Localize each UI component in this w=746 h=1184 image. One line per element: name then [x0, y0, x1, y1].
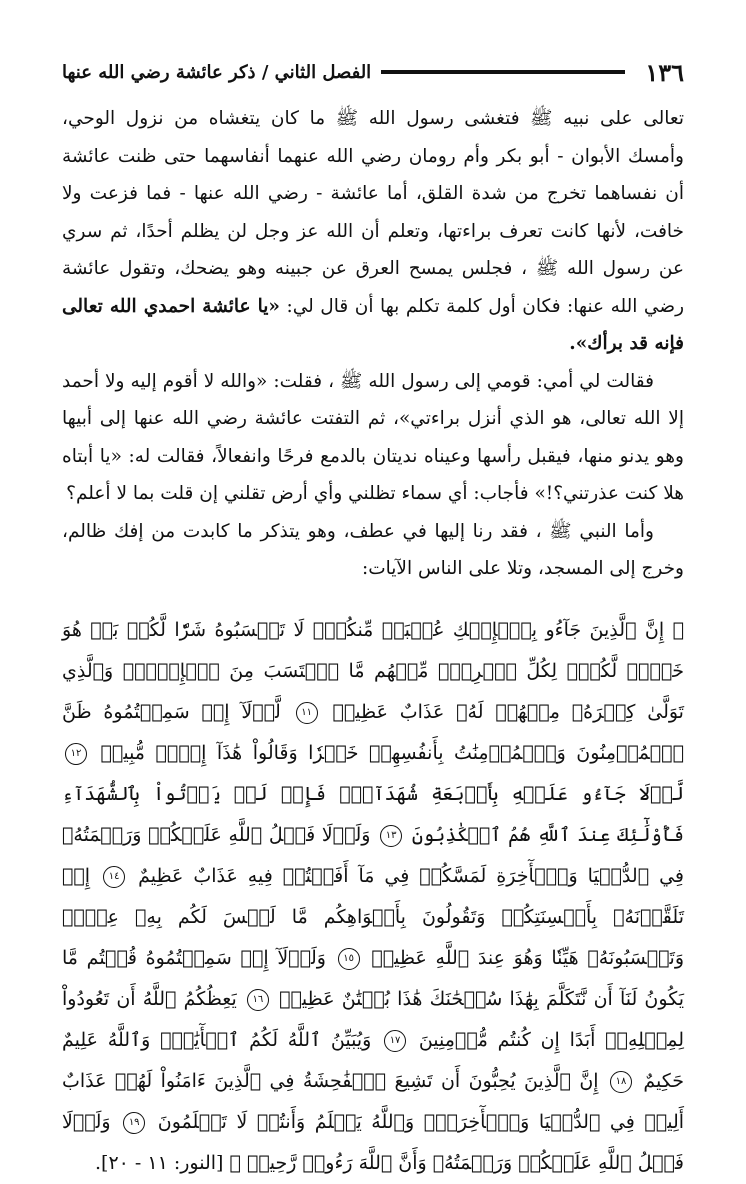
verse-15: إِذۡ تَلَقَّوۡنَهُۥ بِأَلۡسِنَتِكُمۡ وَتَقُولُونَ بِأَفۡوَاهِكُم مَّا لَيۡسَ لَكُم بِهِۦ عِلۡمٞ وَتَحۡسَبُونَهُۥ هَيِّنٗا وَهُوَ عِندَ ٱللَّهِ عَظِيمٞ	[62, 865, 685, 969]
verse-number-17: ١٧	[384, 1030, 406, 1052]
verse-number-18: ١٨	[610, 1071, 632, 1093]
header-rule	[381, 70, 625, 74]
verse-citation: [النور: ١١ - ٢٠].	[95, 1152, 224, 1174]
paragraph-3: وأما النبي ﷺ ، فقد رنا إليها في عطف، وهو يتذكر ما كابدت من إفك ظالم، وخرج إلى المسجد، وتلا على الناس الآيات:	[62, 520, 684, 579]
verse-14: وَلَوۡلَا فَضۡلُ ٱللَّهِ عَلَيۡكُمۡ وَرَحۡمَتُهُۥ فِي ٱلدُّنۡيَا وَٱلۡأٓخِرَةِ لَمَسَّكُمۡ فِي مَآ أَفَضۡتُمۡ فِيهِ عَذَابٌ عَظِيمٌ	[62, 824, 684, 887]
verse-number-11: ١١	[296, 702, 318, 724]
verse-17: يَعِظُكُمُ ٱللَّهُ أَن تَعُودُواْ لِمِثۡلِهِۦٓ أَبَدًا إِن كُنتُم مُّؤۡمِنِينَ	[62, 988, 685, 1051]
page-header	[62, 52, 684, 92]
paragraph-1	[62, 100, 684, 363]
ornate-bracket-close: ﴾	[229, 1152, 241, 1174]
quote-aisha-praise: «يا عائشة احمدي الله تعالى فإنه قد برأك».	[62, 295, 684, 354]
verse-12: لَّوۡلَآ إِذۡ سَمِعۡتُمُوهُ ظَنَّ ٱلۡمُؤۡمِنُونَ وَٱلۡمُؤۡمِنَٰتُ بِأَنفُسِهِمۡ خَيۡرٗا وَقَالُواْ هَٰذَآ إِفۡكٞ مُّبِينٞ	[62, 701, 684, 764]
body-text	[62, 100, 684, 588]
verse-number-12: ١٢	[65, 743, 87, 765]
verse-11: إِنَّ ٱلَّذِينَ جَآءُو بِٱلۡإِفۡكِ عُصۡبَةٞ مِّنكُمۡۚ لَا تَحۡسَبُوهُ شَرّٗا لَّكُمۖ بَلۡ هُوَ خَيۡرٞ لَّكُمۡۚ لِكُلِّ ٱمۡرِيٕٖ مِّنۡهُم مَّا ٱكۡتَسَبَ مِنَ ٱلۡإِثۡمِۚ وَٱلَّذِي تَوَلَّىٰ كِبۡرَهُۥ مِنۡهُمۡ لَهُۥ عَذَابٌ عَظِيمٞ	[62, 619, 684, 723]
verse-number-15: ١٥	[338, 948, 360, 970]
running-title: الفصل الثاني / ذكر عائشة رضي الله عنها	[62, 61, 372, 83]
verse-number-14: ١٤	[103, 866, 125, 888]
ornate-bracket-open: ﴿	[672, 619, 685, 641]
verse-number-16: ١٦	[247, 989, 269, 1011]
verse-number-19: ١٩	[123, 1112, 145, 1134]
verse-16: وَلَوۡلَآ إِذۡ سَمِعۡتُمُوهُ قُلۡتُم مَّا يَكُونُ لَنَآ أَن نَّتَكَلَّمَ بِهَٰذَا سُبۡحَٰنَكَ هَٰذَا بُهۡتَٰنٌ عَظِيمٞ	[62, 947, 684, 1010]
paragraph-2: فقالت لي أمي: قومي إلى رسول الله ﷺ ، فقلت: «والله لا أقوم إليه ولا أحمد إلا الله تعالى، هو الذي أنزل براءتي»، ثم التفتت عائشة رضي الله عنها إلى أبيها وهو يدنو منها، فيقبل رأسها وعيناه نديتان بالدمع فرحًا وانفعالاً، فقالت له: «يا أبتاه هلا كنت عذرتني؟!» فأجاب: أي سماء تظلني وأي أرض تقلني إن قلت بما لا أعلم؟	[62, 370, 684, 504]
paragraph-1-text: تعالى على نبيه ﷺ فتغشى رسول الله ﷺ ما كان يتغشاه من نزول الوحي، وأمسك الأبوان - أبو بكر وأم رومان رضي الله عنهما أنفاسهما حتى ظنت عائشة أن نفساهما تخرج من شدة القلق، أما عائشة - رضي الله عنها - فما فزعت ولا خافت، لأنها كانت تعرف براءتها، وتعلم أن الله عز وجل لن يظلم أحدًا، ثم سري عن رسول الله ﷺ ، فجلس يمسح العرق عن جبينه وهو يضحك، وتقول عائشة رضي الله عنها: فكان أول كلمة تكلم بها أن قال لي:	[62, 108, 684, 317]
verse-13: لَّوۡلَا جَآءُو عَلَيۡهِ بِأَرۡبَعَةِ شُهَدَآءَۚ فَإِذۡ لَمۡ يَأۡتُواْ بِٱلشُّهَدَآءِ فَأُوْلَٰٓئِكَ عِندَ ٱللَّهِ هُمُ ٱلۡكَٰذِبُونَ	[62, 783, 684, 846]
page-number: ١٣٦	[645, 57, 684, 87]
verse-18: وَيُبَيِّنُ ٱللَّهُ لَكُمُ ٱلۡأٓيَٰتِۚ وَٱللَّهُ عَلِيمٌ حَكِيمٌ	[62, 1029, 685, 1092]
verse-number-13: ١٣	[380, 825, 402, 847]
verse-19: إِنَّ ٱلَّذِينَ يُحِبُّونَ أَن تَشِيعَ ٱلۡفَٰحِشَةُ فِي ٱلَّذِينَ ءَامَنُواْ لَهُمۡ عَذَابٌ أَلِيمٞ فِي ٱلدُّنۡيَا وَٱلۡأٓخِرَةِۚ وَٱللَّهُ يَعۡلَمُ وَأَنتُمۡ لَا تَعۡلَمُونَ	[62, 1070, 685, 1133]
verse-20: وَلَوۡلَا فَضۡلُ ٱللَّهِ عَلَيۡكُمۡ وَرَحۡمَتُهُۥ وَأَنَّ ٱللَّهَ رَءُوفٞ رَّحِيمٞ	[62, 1111, 684, 1174]
